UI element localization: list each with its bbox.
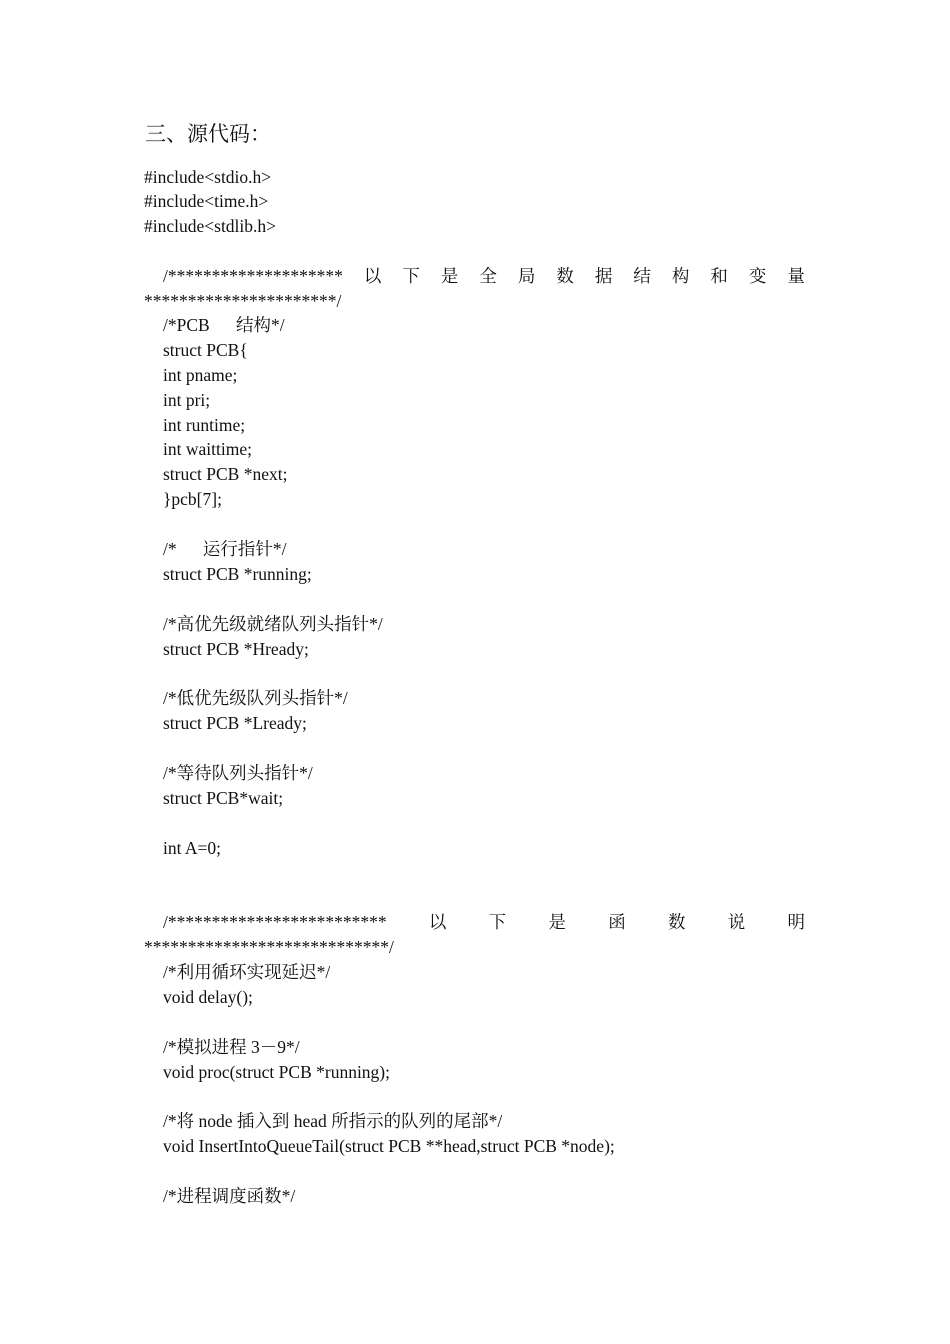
code-comment: /*进程调度函数*/ (163, 1186, 296, 1206)
banner-char: 构 (671, 266, 690, 286)
code-line: int waittime; (163, 439, 252, 459)
banner-char: 据 (594, 266, 613, 286)
code-line: }pcb[7]; (163, 489, 222, 509)
code-line: struct PCB *Lready; (163, 713, 307, 733)
banner-char: 下 (488, 912, 507, 932)
code-comment: /*模拟进程 3－9*/ (163, 1037, 300, 1057)
banner-stars: /************************* (163, 912, 387, 932)
banner-char: 下 (402, 266, 420, 286)
banner-stars-end: ****************************/ (144, 937, 394, 957)
code-line: void delay(); (163, 987, 253, 1007)
banner-char: 数 (556, 266, 574, 286)
banner-char: 结 (633, 266, 651, 286)
banner-char: 以 (428, 912, 447, 932)
banner-char: 说 (727, 912, 746, 932)
code-line: struct PCB *next; (163, 464, 288, 484)
code-comment: /* 运行指针*/ (163, 539, 287, 559)
code-comment: /*将 node 插入到 head 所指示的队列的尾部*/ (163, 1111, 503, 1131)
banner-stars: /******************** (163, 266, 343, 286)
section-heading: 三、源代码： (145, 122, 271, 146)
include-line: #include<stdio.h> (144, 167, 272, 187)
banner-char: 以 (363, 266, 382, 286)
code-line: int pname; (163, 365, 238, 385)
banner-char: 变 (748, 266, 767, 286)
code-comment: /*PCB 结构*/ (163, 315, 285, 335)
banner-char: 和 (710, 266, 728, 286)
include-line: #include<stdlib.h> (144, 216, 277, 236)
code-line: struct PCB{ (163, 340, 248, 360)
code-comment: /*高优先级就绪队列头指针*/ (163, 614, 383, 634)
code-line: struct PCB *Hready; (163, 639, 309, 659)
code-line: struct PCB*wait; (163, 788, 284, 808)
code-line: int A=0; (163, 838, 222, 858)
banner-char: 函 (608, 912, 626, 932)
function-decl-banner (163, 910, 805, 934)
banner-stars-end: **********************/ (144, 291, 342, 311)
code-line: void InsertIntoQueueTail(struct PCB **head,struct PCB *node); (163, 1136, 615, 1156)
banner-char: 明 (787, 912, 805, 932)
global-data-banner (163, 264, 805, 288)
code-line: int pri; (163, 390, 211, 410)
banner-char: 全 (479, 266, 497, 286)
include-line: #include<time.h> (144, 191, 269, 211)
code-comment: /*低优先级队列头指针*/ (163, 688, 348, 708)
code-line: int runtime; (163, 415, 246, 435)
code-comment: /*等待队列头指针*/ (163, 763, 313, 783)
banner-char: 量 (787, 266, 805, 286)
banner-char: 数 (667, 912, 686, 932)
banner-char: 是 (440, 266, 459, 286)
banner-char: 局 (517, 266, 536, 286)
code-line: struct PCB *running; (163, 564, 312, 584)
banner-char: 是 (548, 912, 566, 932)
code-line: void proc(struct PCB *running); (163, 1062, 390, 1082)
code-comment: /*利用循环实现延迟*/ (163, 962, 331, 982)
